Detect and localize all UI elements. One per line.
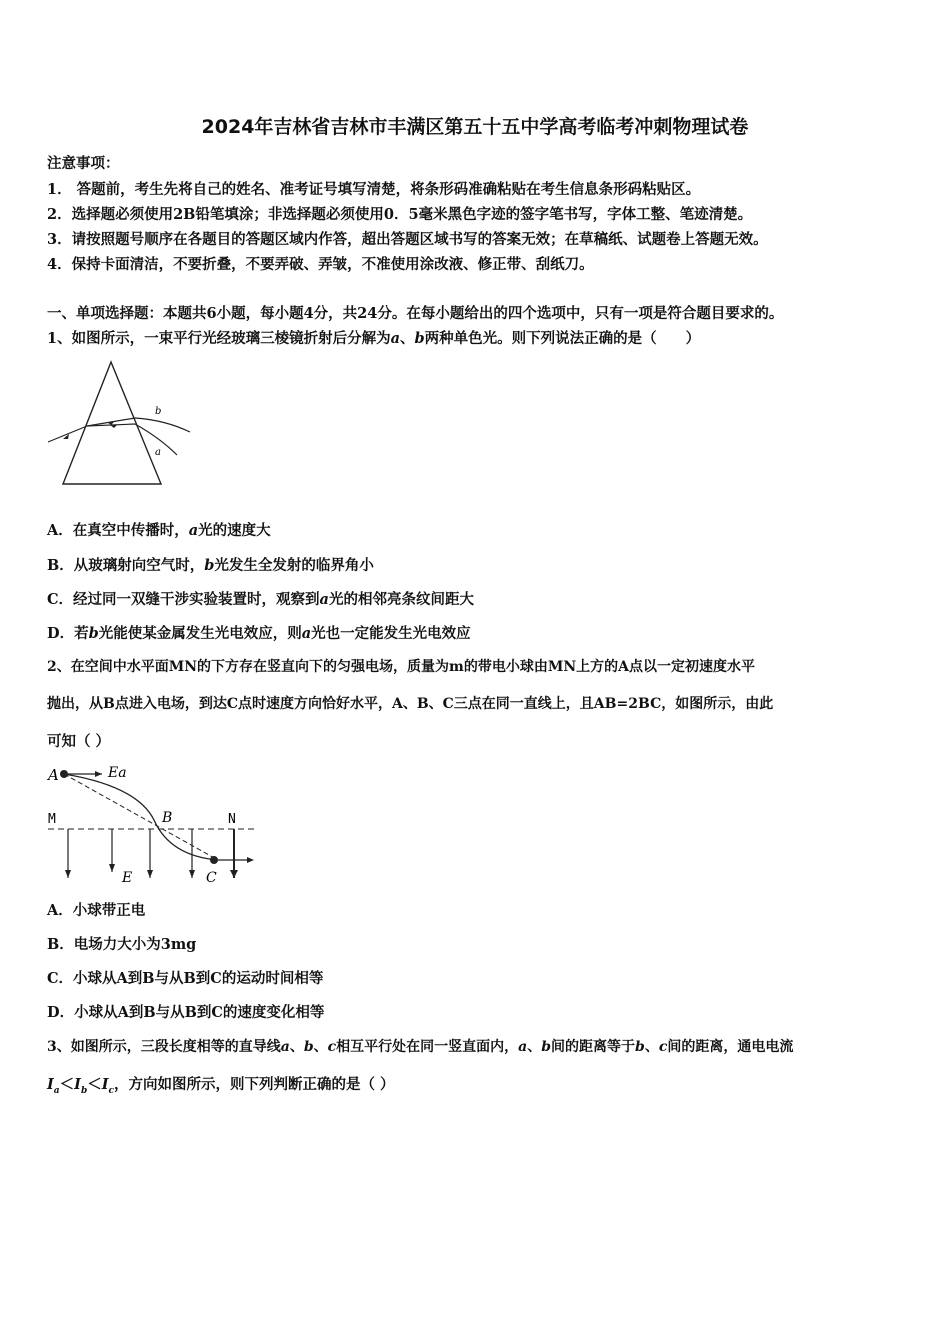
label-e: E: [122, 870, 133, 886]
straight-abc-line: [64, 774, 218, 860]
label-b: B: [162, 810, 173, 826]
label-ea: Ea: [108, 765, 127, 781]
q2-option-a[interactable]: A．小球带正电: [47, 902, 146, 919]
label-c: C: [206, 870, 217, 886]
label-n: N: [228, 812, 236, 827]
notice-heading: 注意事项：: [47, 155, 120, 172]
q2-option-c[interactable]: C．小球从A到B与从B到C的运动时间相等: [47, 970, 324, 987]
prism-label-a: a: [155, 447, 161, 458]
q2-stem-line: 可知（ ）: [47, 733, 111, 750]
notice-item: 2．选择题必须使用2B铅笔填涂；非选择题必须使用0．5毫米黑色字迹的签字笔书写，字体工整、笔迹清楚。: [47, 206, 753, 223]
label-m: M: [48, 812, 56, 827]
q1-option-d[interactable]: D．若b光能使某金属发生光电效应，则a光也一定能发生光电效应: [47, 625, 471, 642]
point-c-dot: [210, 856, 218, 864]
q2-stem-line: 2、在空间中水平面MN的下方存在竖直向下的匀强电场，质量为m的带电小球由MN上方的A点以一定初速度水平: [47, 659, 756, 675]
section-heading: 一、单项选择题：本题共6小题，每小题4分，共24分。在每小题给出的四个选项中，只有一项是符合题目要求的。: [47, 305, 784, 322]
notice-item: 4．保持卡面清洁，不要折叠，不要弄破、弄皱，不准使用涂改液、修正带、刮纸刀。: [47, 256, 594, 273]
q2-option-d[interactable]: D．小球从A到B与从B到C的速度变化相等: [47, 1004, 325, 1021]
notice-item: 1． 答题前，考生先将自己的姓名、准考证号填写清楚，将条形码准确粘贴在考生信息条形码粘贴区。: [47, 181, 701, 198]
page-title: 2024年吉林省吉林市丰满区第五十五中学高考临考冲刺物理试卷: [201, 116, 749, 138]
q1-option-c[interactable]: C．经过同一双缝干涉实验装置时，观察到a光的相邻亮条纹间距大: [47, 591, 474, 608]
label-a: A: [48, 766, 59, 784]
q1-stem: 1、如图所示，一束平行光经玻璃三棱镜折射后分解为a、b两种单色光。则下列说法正确的是（ ）: [47, 330, 701, 347]
q3-stem-line: 3、如图所示，三段长度相等的直导线a、b、c相互平行处在同一竖直面内，a、b间的距离等于b、c间的距离，通电电流: [47, 1039, 794, 1055]
q3-stem-line: $I_a<I_b<I_c$，方向如图所示，则下列判断正确的是（ ）: [47, 1076, 395, 1096]
q2-option-b[interactable]: B．电场力大小为3mg: [47, 936, 197, 953]
prism-figure: [45, 358, 195, 488]
notice-item: 3．请按照题号顺序在各题目的答题区域内作答，超出答题区域书写的答案无效；在草稿纸、试题卷上答题无效。: [47, 231, 768, 248]
prism-label-b: b: [155, 406, 162, 417]
q1-option-b[interactable]: B．从玻璃射向空气时，b光发生全发射的临界角小: [47, 557, 374, 574]
q2-stem-line: 抛出，从B点进入电场，到达C点时速度方向恰好水平，A、B、C三点在同一直线上，且AB=2BC，如图所示，由此: [47, 696, 774, 712]
q1-option-a[interactable]: A．在真空中传播时，a光的速度大: [47, 522, 271, 539]
ray-b: [135, 418, 190, 432]
field-figure: [42, 760, 262, 888]
